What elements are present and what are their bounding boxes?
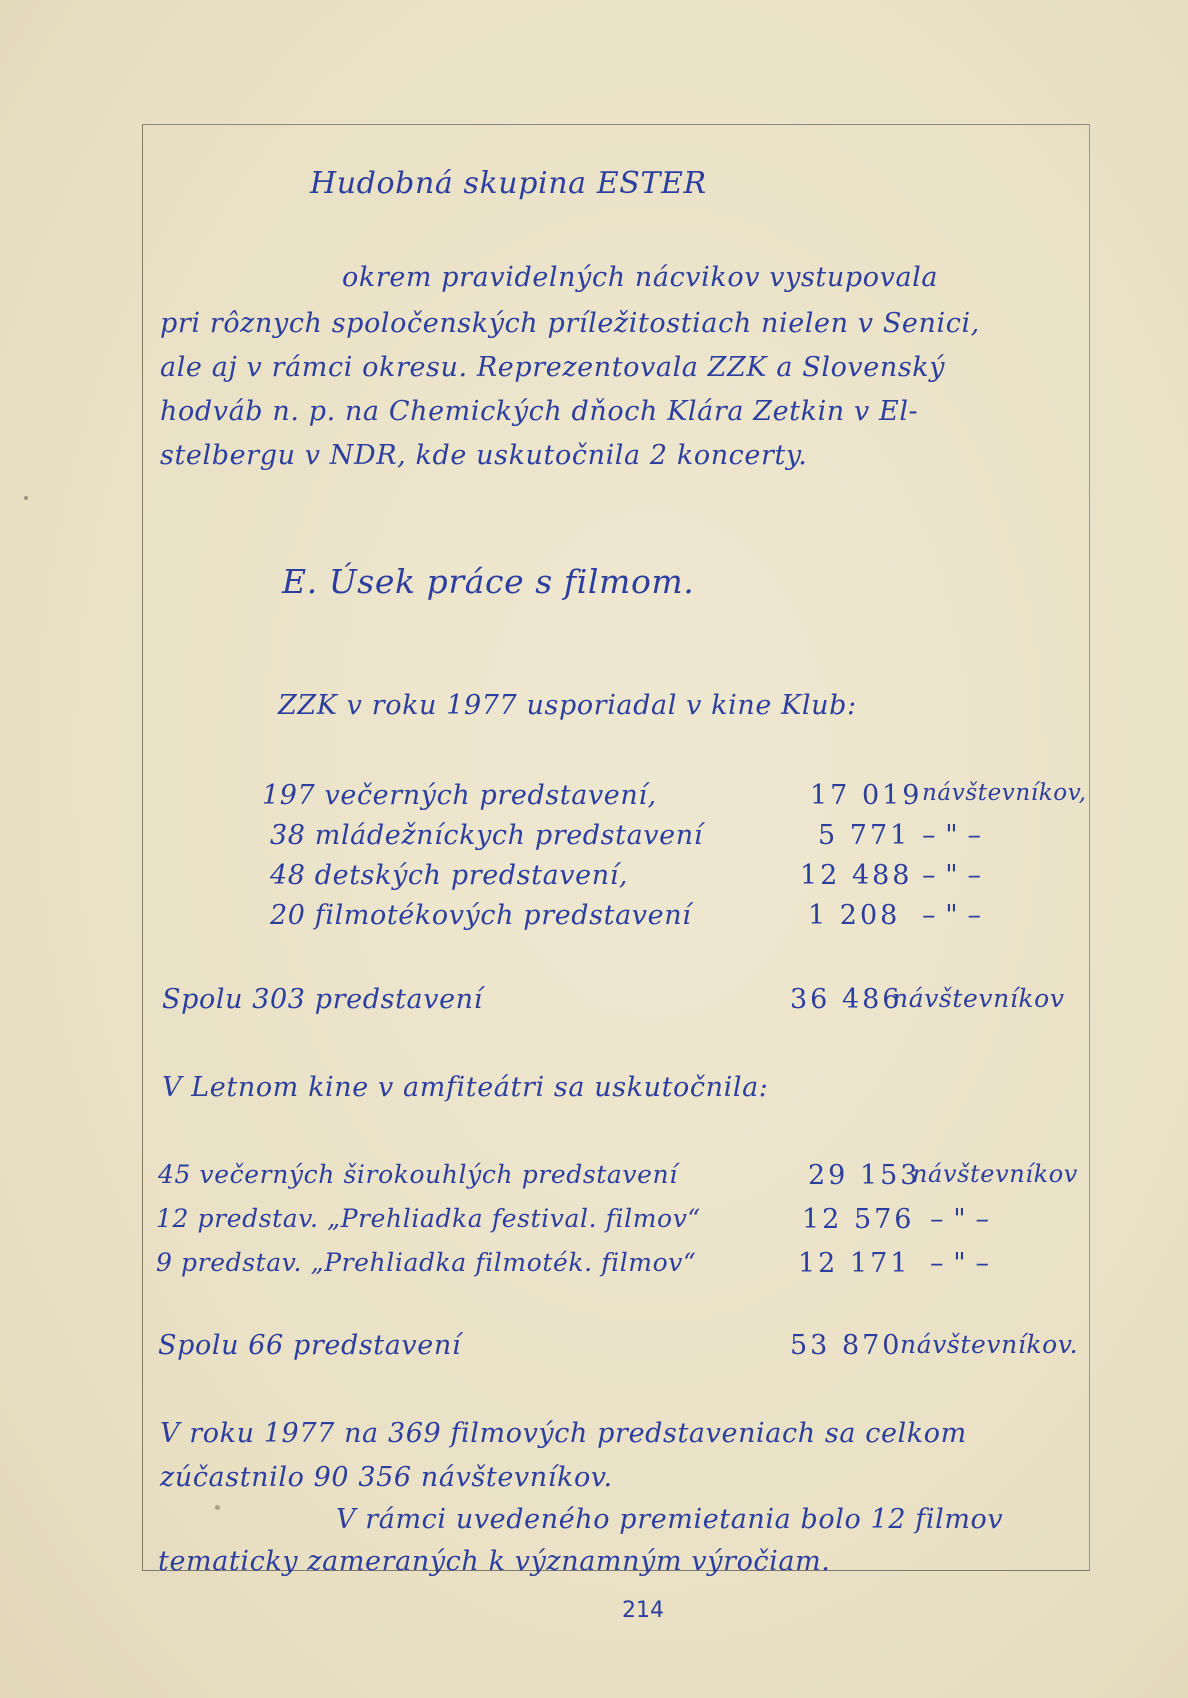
klub-total-unit: návštevníkov — [892, 984, 1065, 1013]
table-row-value: 12 576 — [802, 1204, 915, 1235]
table-row-label: 9 predstav. „Prehliadka filmoték. filmov“ — [156, 1248, 697, 1277]
table-row-label: 45 večerných širokouhlých predstavení — [158, 1160, 678, 1189]
paragraph-line: hodváb n. p. na Chemických dňoch Klára Zetkin v El- — [160, 396, 919, 427]
table-row-unit: – " – — [930, 1248, 990, 1279]
klub-total-value: 36 486 — [790, 984, 903, 1015]
table-row-unit: – " – — [922, 900, 982, 931]
paper-speck — [24, 496, 28, 500]
table-row-label: 48 detských predstavení, — [270, 860, 629, 891]
amfi-total-value: 53 870 — [790, 1330, 903, 1361]
table-row-unit: – " – — [930, 1204, 990, 1235]
paragraph-line: okrem pravidelných nácvikov vystupovala — [342, 262, 939, 293]
table-row-value: 12 171 — [798, 1248, 911, 1279]
table-row-value: 5 771 — [818, 820, 911, 851]
amfi-total-label: Spolu 66 predstavení — [158, 1330, 462, 1361]
page-number: 214 — [622, 1598, 664, 1623]
paragraph-line: pri rôznych spoločenských príležitostiach nielen v Senici, — [160, 308, 980, 339]
table-row-unit: návštevníkov — [912, 1160, 1078, 1188]
table-row-value: 1 208 — [808, 900, 901, 931]
table-row-unit: – " – — [922, 860, 982, 891]
table-row-value: 17 019 — [810, 780, 923, 811]
table-row-unit: – " – — [922, 820, 982, 851]
paragraph-line: stelbergu v NDR, kde uskutočnila 2 koncerty. — [160, 440, 808, 471]
table-row-unit: návštevníkov, — [922, 780, 1087, 806]
section-heading: E. Úsek práce s filmom. — [282, 562, 695, 601]
table-row-label: 12 predstav. „Prehliadka festival. filmov“ — [156, 1204, 701, 1233]
table-row-value: 12 488 — [800, 860, 913, 891]
closing-line: V roku 1977 na 369 filmových predstaveniach sa celkom — [160, 1418, 967, 1449]
klub-total-label: Spolu 303 predstavení — [162, 984, 483, 1015]
table-row-label: 20 filmotékových predstavení — [270, 900, 692, 931]
paper-speck — [215, 1505, 220, 1510]
closing-line: tematicky zameraných k významným výročiam. — [158, 1546, 831, 1577]
intro-line: ZZK v roku 1977 usporiadal v kine Klub: — [278, 690, 857, 721]
table-row-label: 38 mládežníckych predstavení — [270, 820, 703, 851]
closing-line: zúčastnilo 90 356 návštevníkov. — [160, 1462, 613, 1493]
closing-line: V rámci uvedeného premietania bolo 12 filmov — [336, 1504, 1004, 1535]
paragraph-line: ale aj v rámci okresu. Reprezentovala ZZK a Slovenský — [160, 352, 946, 383]
amfi-intro: V Letnom kine v amfiteátri sa uskutočnila: — [162, 1072, 769, 1103]
table-row-value: 29 153 — [808, 1160, 921, 1191]
table-row-label: 197 večerných predstavení, — [262, 780, 657, 811]
amfi-total-unit: návštevníkov. — [900, 1330, 1079, 1359]
section-title: Hudobná skupina ESTER — [310, 166, 707, 201]
